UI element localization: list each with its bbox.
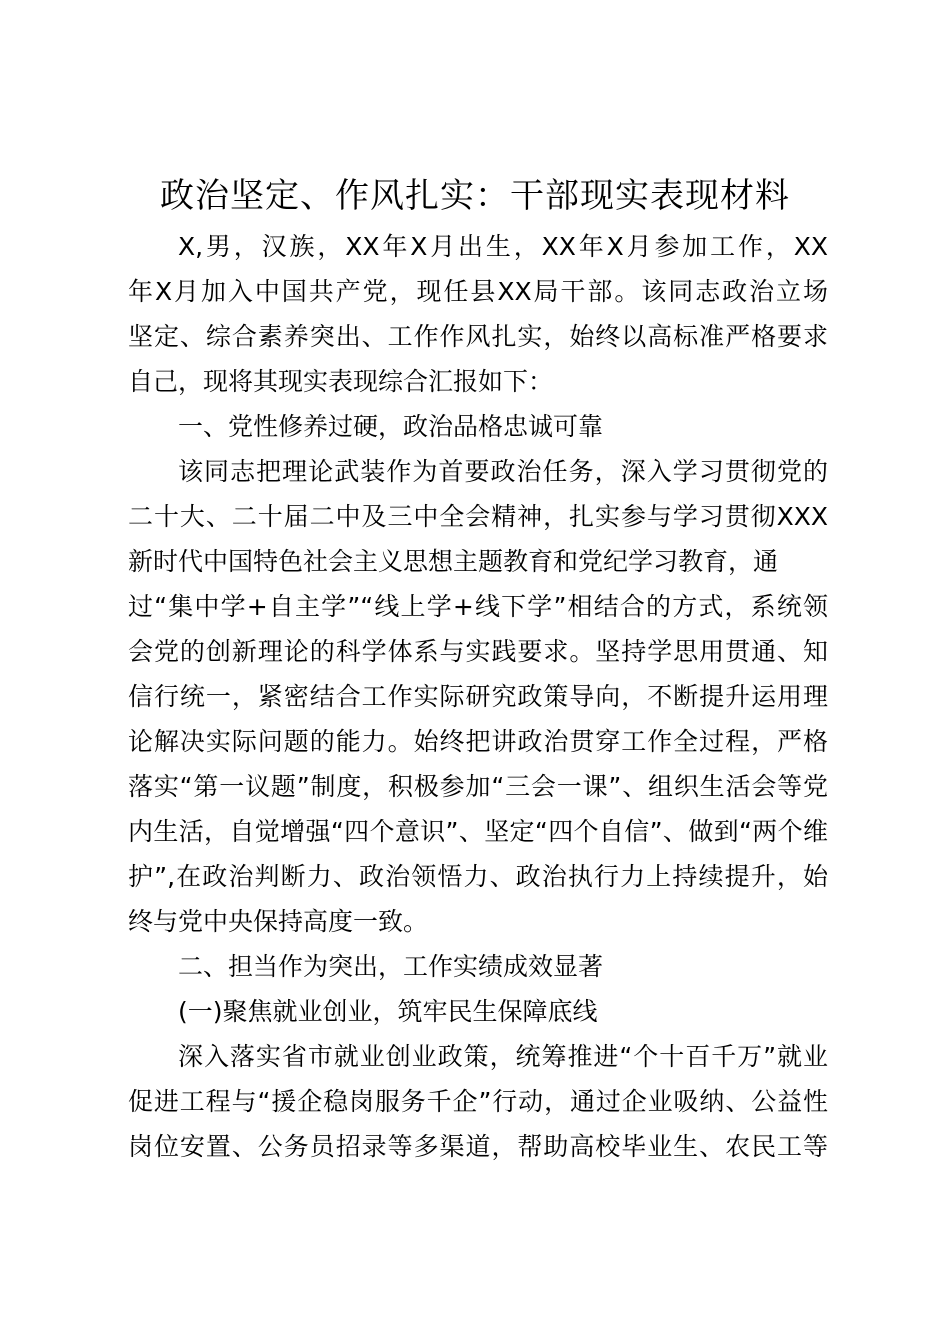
body-line: 年X月加入中国共产党，现任县XX局干部。该同志政治立场 (128, 277, 828, 306)
body-line: 自己，现将其现实表现综合汇报如下： (128, 367, 554, 396)
body-line: 内生活，自觉增强“四个意识”、坚定“四个自信”、做到“两个维 (128, 817, 828, 846)
body-line: 新时代中国特色社会主义思想主题教育和党纪学习教育，通 (128, 547, 779, 576)
document-body (128, 224, 828, 1169)
body-line: 终与党中央保持高度一致。 (128, 907, 429, 936)
body-line: 促进工程与“援企稳岗服务千企”行动，通过企业吸纳、公益性 (128, 1087, 828, 1116)
body-line: 一、党性修养过硬，政治品格忠诚可靠 (178, 412, 604, 441)
body-line: 信行统一，紧密结合工作实际研究政策导向，不断提升运用理 (128, 682, 828, 711)
body-line: 二、担当作为突出，工作实绩成效显著 (178, 952, 604, 981)
body-line: X,男，汉族，XX年X月出生，XX年X月参加工作，XX (178, 232, 828, 261)
body-line: 坚定、综合素养突出、工作作风扎实，始终以高标准严格要求 (128, 322, 828, 351)
body-line: 落实“第一议题”制度，积极参加“三会一课”、组织生活会等党 (128, 772, 828, 801)
body-line: 岗位安置、公务员招录等多渠道，帮助高校毕业生、农民工等 (128, 1132, 828, 1161)
document-title: 政治坚定、作风扎实：干部现实表现材料 (160, 176, 790, 216)
body-line: 会党的创新理论的科学体系与实践要求。坚持学思用贯通、知 (128, 637, 828, 666)
body-line: 护”,在政治判断力、政治领悟力、政治执行力上持续提升，始 (128, 862, 828, 891)
body-line: 二十大、二十届二中及三中全会精神，扎实参与学习贯彻XXX (128, 502, 828, 531)
body-line: (一)聚焦就业创业，筑牢民生保障底线 (178, 997, 598, 1026)
body-line: 过“集中学+自主学”“线上学+线下学”相结合的方式，系统领 (128, 592, 828, 621)
body-line: 深入落实省市就业创业政策，统筹推进“个十百千万”就业 (178, 1042, 828, 1071)
body-line: 论解决实际问题的能力。始终把讲政治贯穿工作全过程，严格 (128, 727, 828, 756)
body-line: 该同志把理论武装作为首要政治任务，深入学习贯彻党的 (178, 457, 828, 486)
